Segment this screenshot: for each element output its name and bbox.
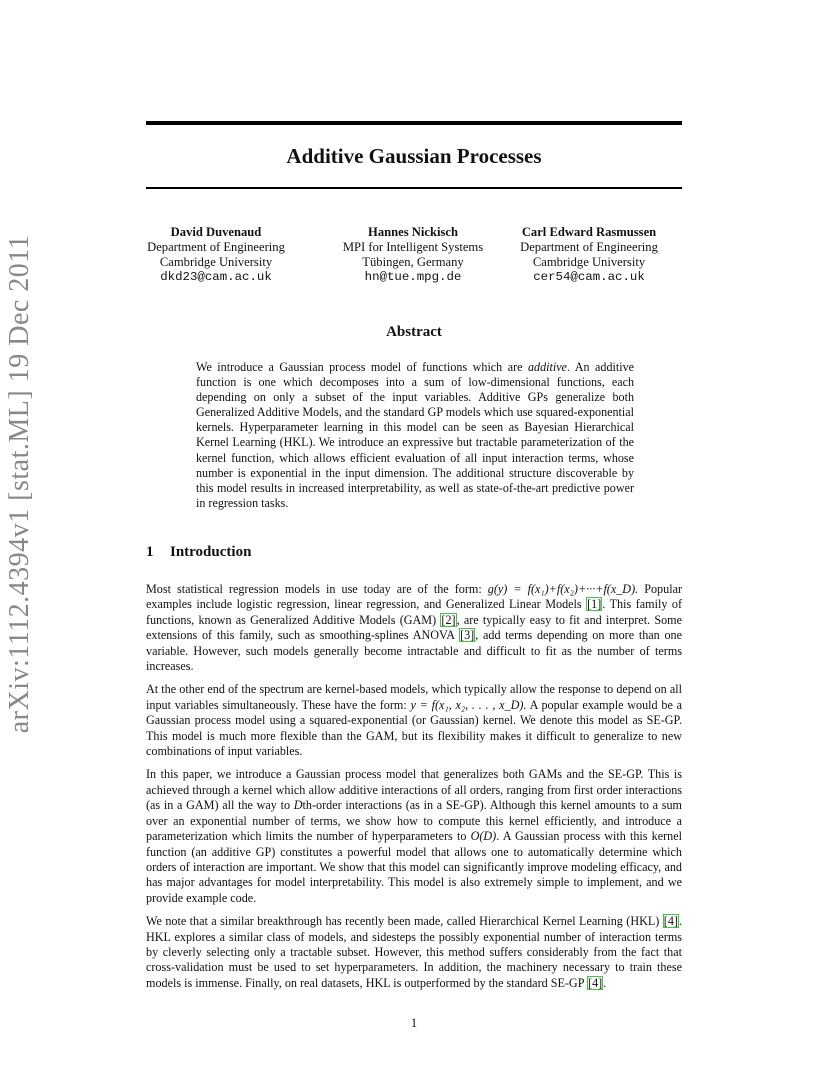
- paragraph-2: At the other end of the spectrum are kernel-based models, which typically allow the response to depend on all input variables simultaneously. These have the form: y = f(x₁, x₂, . . . , x_D). A popular example would be a Gaussian process model using a squared-exponential (or Gaussian) kernel. We denote this model as SE-GP. This model is much more flexible than the GAM, but its flexibility makes it difficult to generalize to new combinations of input variables.: [146, 682, 683, 759]
- author-3: [494, 225, 684, 285]
- paragraph-3: In this paper, we introduce a Gaussian process model that generalizes both GAMs and the SE-GP. This is achieved through a kernel which allow additive interactions of all orders, ranging from first order interactions (as in a GAM) all the way to Dth-order interactions (as in a SE-GP). Although this kernel amounts to a sum over an exponential number of terms, we show how to compute this kernel efficiently, and introduce a parameterization which limits the number of hyperparameters to O(D). A Gaussian process with this kernel function (an additive GP) constitutes a powerful model that allows one to automatically determine which orders of interaction are important. We show that this model can significantly improve modeling efficacy, and has major advantages for model interpretability. This model is also extremely simple to implement, and we provide example code.: [146, 767, 682, 905]
- author-email: cer54@cam.ac.uk: [533, 270, 645, 284]
- abstract-heading: Abstract: [386, 324, 442, 340]
- title-rule-top: [146, 121, 682, 125]
- author-name: David Duvenaud: [170, 225, 262, 239]
- equation-inline: y = f(x₁, x₂, . . . , x_D).: [410, 697, 527, 712]
- equation-inline: g(y) = f(x₁)+f(x₂)+···+f(x_D).: [487, 582, 639, 596]
- author-email: hn@tue.mpg.de: [364, 270, 462, 284]
- title-rule-bottom: [146, 187, 682, 189]
- abstract-text: We introduce a Gaussian process model of functions which are additive. An additive function is one which decomposes into a sum of low-dimensional functions, each depending on only a subset of the input variables. Additive GPs generalize both Generalized Additive Models, and the standard GP models which use squared-exponential kernels. Hyperparameter learning in this model can be seen as Bayesian Hierarchical Kernel Learning (HKL). We introduce an expressive but tractable parameterization of the kernel function, which allows efficient evaluation of all input interaction terms, whose number is exponential in the input dimension. The additional structure discoverable by this model results in increased interpretability, as well as state-of-the-art predictive power in regression tasks.: [196, 360, 635, 510]
- emphasis-additive: additive: [527, 360, 567, 374]
- author-2: [318, 225, 508, 285]
- section-body: [146, 582, 682, 999]
- author-name: Hannes Nickisch: [368, 225, 458, 239]
- math-symbol: O(D): [470, 829, 497, 844]
- author-affiliation: Department of Engineering: [147, 240, 285, 254]
- citation-link[interactable]: [3]: [460, 628, 475, 643]
- citation-link[interactable]: [4]: [588, 975, 603, 990]
- author-institution: Cambridge University: [532, 255, 646, 269]
- paragraph-4: We note that a similar breakthrough has recently been made, called Hierarchical Kernel Learning (HKL) [4]. HKL explores a similar class of models, and sidesteps the possibly exponential number of interaction terms by cleverly selecting only a tractable subset. However, this method suffers considerably from the fact that cross-validation must be used to set hyperparameters. In addition, the machinery necessary to train these models is immense. Finally, on real datasets, HKL is outperformed by the standard SE-GP [4].: [146, 914, 682, 990]
- math-symbol: D: [293, 798, 303, 813]
- section-number: 1: [146, 544, 154, 560]
- paragraph-1: Most statistical regression models in use today are of the form: g(y) = f(x₁)+f(x₂)+···+f(x_D). Popular examples include logistic regression, linear regression, and Generalized Linear Models [1]. This family of functions, known as Generalized Additive Models (GAM) [2], are typically easy to fit and interpret. Some extensions of this family, such as smoothing-splines ANOVA [3], add terms depending on more than one variable. However, such models generally become intractable and difficult to fit as the number of terms increases.: [146, 582, 683, 674]
- citation-link[interactable]: [1]: [587, 597, 602, 612]
- author-institution: Tübingen, Germany: [362, 255, 464, 269]
- paper-title: Additive Gaussian Processes: [286, 144, 542, 168]
- author-affiliation: MPI for Intelligent Systems: [342, 240, 484, 254]
- section-title: Introduction: [170, 544, 252, 560]
- citation-link[interactable]: [4]: [663, 914, 678, 929]
- section-heading: [146, 544, 251, 561]
- author-1: [121, 225, 311, 285]
- author-institution: Cambridge University: [159, 255, 273, 269]
- page-number: 1: [410, 1016, 418, 1030]
- author-name: Carl Edward Rasmussen: [521, 225, 657, 239]
- citation-link[interactable]: [2]: [441, 612, 456, 627]
- author-affiliation: Department of Engineering: [520, 240, 658, 254]
- author-email: dkd23@cam.ac.uk: [160, 270, 272, 284]
